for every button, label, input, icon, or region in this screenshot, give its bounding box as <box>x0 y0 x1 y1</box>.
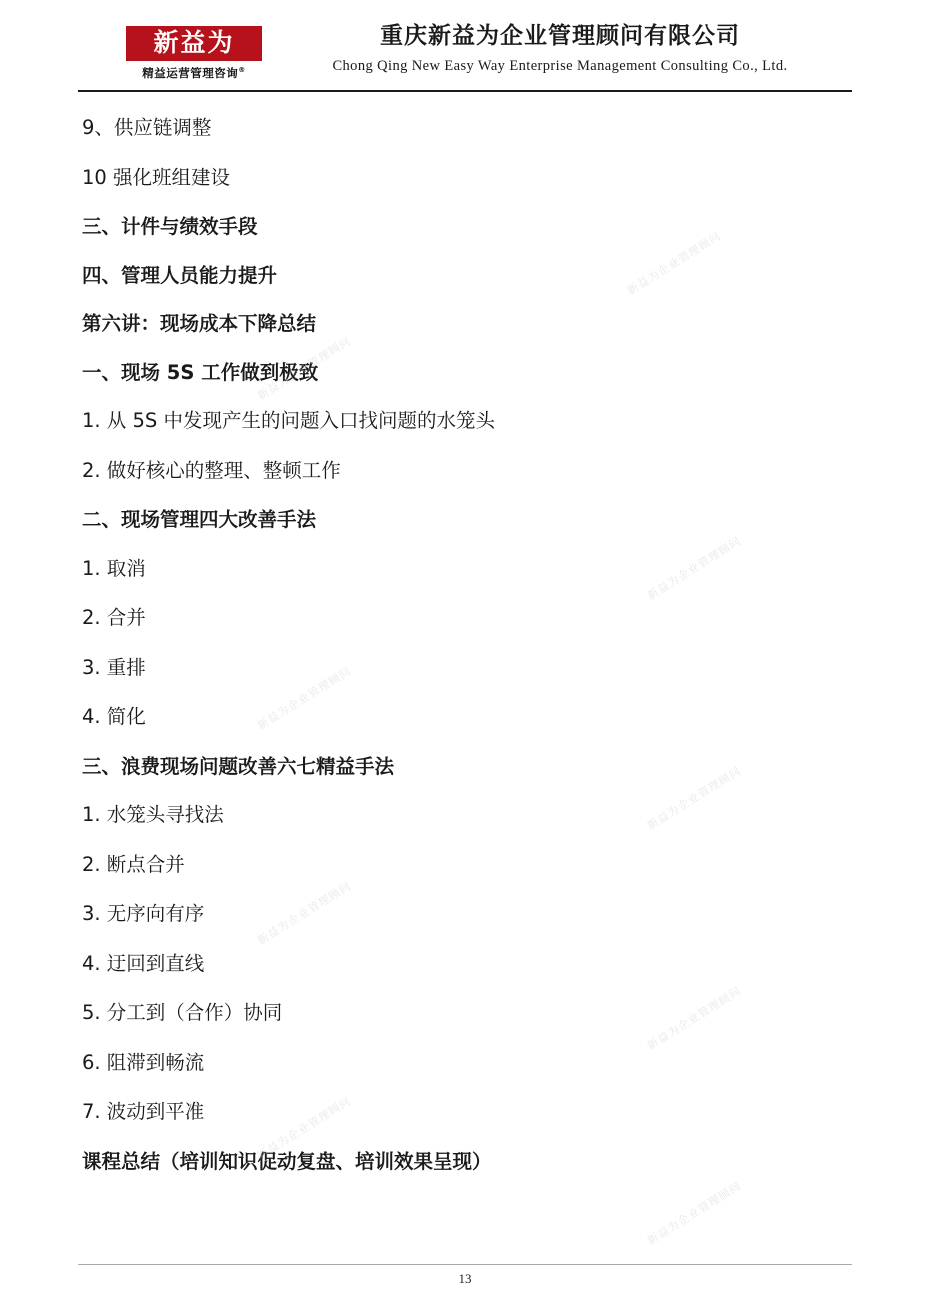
company-name-cn: 重庆新益为企业管理顾问有限公司 <box>380 23 740 49</box>
company-name-en: Chong Qing New Easy Way Enterprise Management Consulting Co., Ltd. <box>332 57 788 74</box>
outline-line: 3. 重排 <box>82 655 146 679</box>
company-logo <box>126 26 262 84</box>
logo-tagline <box>126 61 262 84</box>
document-body <box>0 92 930 1171</box>
footer-divider <box>78 1264 852 1265</box>
watermark: 新益为企业管理顾问 <box>255 1094 354 1163</box>
outline-heading: 一、现场 5S 工作做到极致 <box>82 360 319 384</box>
watermark: 新益为企业管理顾问 <box>255 664 354 733</box>
outline-line: 6. 阻滞到畅流 <box>82 1050 205 1074</box>
outline-line: 1. 从 5S 中发现产生的问题入口找问题的水笼头 <box>82 409 495 433</box>
outline-line: 5. 分工到（合作）协同 <box>82 1001 283 1025</box>
company-name-block <box>262 22 852 75</box>
outline-line: 3. 无序向有序 <box>82 902 205 926</box>
watermark: 新益为企业管理顾问 <box>625 229 724 298</box>
outline-line: 2. 做好核心的整理、整顿工作 <box>82 458 341 482</box>
outline-line: 9、供应链调整 <box>82 116 212 140</box>
page-footer <box>0 1264 930 1287</box>
watermark: 新益为企业管理顾问 <box>645 534 744 603</box>
logo-tagline-text: 精益运营管理咨询 <box>142 66 239 81</box>
outline-line: 7. 波动到平准 <box>82 1100 205 1124</box>
watermark: 新益为企业管理顾问 <box>255 334 354 403</box>
outline-line: 10 强化班组建设 <box>82 165 231 189</box>
watermark: 新益为企业管理顾问 <box>255 879 354 948</box>
outline-heading: 课程总结（培训知识促动复盘、培训效果呈现） <box>82 1149 492 1173</box>
outline-line: 1. 水笼头寻找法 <box>82 803 224 827</box>
outline-line: 2. 合并 <box>82 606 146 630</box>
page-header <box>0 0 930 84</box>
watermark: 新益为企业管理顾问 <box>645 984 744 1053</box>
registered-mark-icon: ® <box>238 66 246 75</box>
outline-heading: 三、计件与绩效手段 <box>82 215 258 239</box>
outline-line: 1. 取消 <box>82 556 146 580</box>
watermark: 新益为企业管理顾问 <box>645 1179 744 1248</box>
page-number: 13 <box>458 1271 472 1286</box>
outline-line: 4. 简化 <box>82 705 146 729</box>
outline-heading: 二、现场管理四大改善手法 <box>82 508 317 532</box>
outline-line: 2. 断点合并 <box>82 852 185 876</box>
outline-heading: 四、管理人员能力提升 <box>82 263 278 287</box>
watermark: 新益为企业管理顾问 <box>645 764 744 833</box>
logo-brand-text: 新益为 <box>126 26 262 61</box>
outline-heading: 第六讲：现场成本下降总结 <box>82 312 317 336</box>
outline-heading: 三、浪费现场问题改善六七精益手法 <box>82 754 395 778</box>
outline-line: 4. 迂回到直线 <box>82 951 205 975</box>
